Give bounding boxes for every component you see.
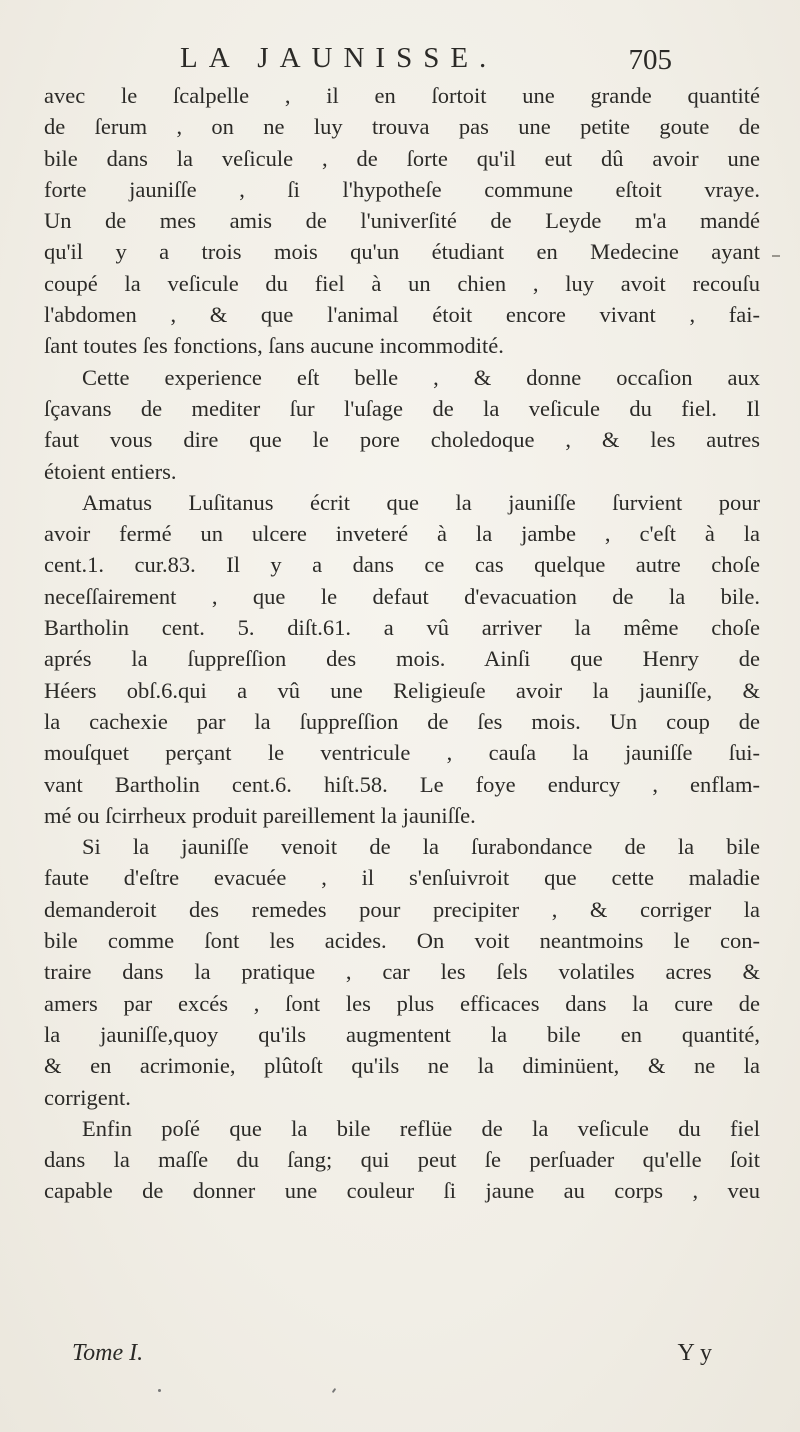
text-line: Amatus Luſitanus écrit que la jauniſſe ſurvient pour — [82, 489, 760, 515]
text-line: ſant toutes ſes fonctions, ſans aucune incommodité. — [44, 333, 504, 359]
volume-label: Tome I. — [72, 1340, 144, 1366]
text-line: capable de donner une couleur ſi jaune au corps , veu — [44, 1178, 760, 1204]
body-text — [44, 80, 760, 1207]
text-line: bile dans la veſicule , de ſorte qu'il eut dû avoir une — [44, 145, 760, 171]
text-line: Bartholin cent. 5. diſt.61. a vû arriver la même choſe — [44, 615, 760, 641]
text-line: avec le ſcalpelle , il en ſortoit une grande quantité — [44, 83, 760, 108]
text-line: neceſſairement , que le defaut d'evacuation de la bile. — [44, 583, 760, 609]
text-line: avoir fermé un ulcere inveteré à la jambe , c'eſt à la — [44, 521, 760, 547]
text-line: demanderoit des remedes pour precipiter , & corriger la — [44, 896, 760, 922]
text-line: la cachexie par la ſuppreſſion de ſes mois. Un coup de — [44, 708, 760, 734]
page-number: 705 — [628, 44, 672, 76]
text-line: & en acrimonie, plûtoſt qu'ils ne la diminüent, & ne la — [44, 1053, 760, 1079]
text-line: Un de mes amis de l'univerſité de Leyde m'a mandé — [44, 208, 760, 234]
text-line: de ſerum , on ne luy trouva pas une petite goute de — [44, 114, 760, 140]
text-line: la jauniſſe,quoy qu'ils augmentent la bile en quantité, — [44, 1021, 760, 1047]
text-line: l'abdomen , & que l'animal étoit encore vivant , fai- — [44, 302, 760, 328]
text-line: ſçavans de mediter ſur l'uſage de la veſicule du fiel. Il — [44, 395, 760, 421]
text-line: corrigent. — [44, 1084, 131, 1110]
text-line: vant Bartholin cent.6. hiſt.58. Le foye endurcy , enflam- — [44, 771, 760, 797]
text-line: Héers obſ.6.qui a vû une Religieuſe avoir la jauniſſe, & — [44, 677, 760, 703]
signature-mark: Y y — [677, 1340, 712, 1366]
text-line: cent.1. cur.83. Il y a dans ce cas quelque autre choſe — [44, 552, 760, 578]
text-line: dans la maſſe du ſang; qui peut ſe perſuader qu'elle ſoit — [44, 1147, 760, 1173]
text-line: coupé la veſicule du fiel à un chien , luy avoit recouſu — [44, 270, 760, 296]
running-title: LA JAUNISSE. — [180, 42, 498, 74]
text-line: traire dans la pratique , car les ſels volatiles acres & — [44, 959, 760, 985]
text-line: faute d'eſtre evacuée , il s'enſuivroit que cette maladie — [44, 865, 760, 891]
text-line: étoient entiers. — [44, 458, 177, 484]
ink-speck — [332, 1388, 337, 1393]
text-line: mouſquet perçant le ventricule , cauſa la jauniſſe ſui- — [44, 740, 760, 766]
page-header — [180, 42, 672, 82]
text-line: amers par excés , ſont les plus efficaces dans la cure de — [44, 990, 760, 1016]
text-line: Si la jauniſſe venoit de la ſurabondance de la bile — [82, 834, 760, 860]
text-line: Cette experience eſt belle , & donne occaſion aux — [82, 364, 760, 390]
text-line: bile comme ſont les acides. On voit neantmoins le con- — [44, 928, 760, 954]
text-line: Enfin poſé que la bile reflüe de la veſicule du fiel — [82, 1115, 760, 1141]
text-line: mé ou ſcirrheux produit pareillement la jauniſſe. — [44, 802, 476, 828]
text-line: forte jauniſſe , ſi l'hypotheſe commune eſtoit vraye. — [44, 176, 760, 202]
text-line: aprés la ſuppreſſion des mois. Ainſi que Henry de — [44, 646, 760, 672]
ink-speck — [158, 1389, 161, 1392]
paper-mark — [772, 255, 780, 257]
page-footer — [44, 1340, 760, 1372]
text-line: faut vous dire que le pore choledoque , & les autres — [44, 427, 760, 453]
text-line: qu'il y a trois mois qu'un étudiant en Medecine ayant — [44, 239, 760, 265]
